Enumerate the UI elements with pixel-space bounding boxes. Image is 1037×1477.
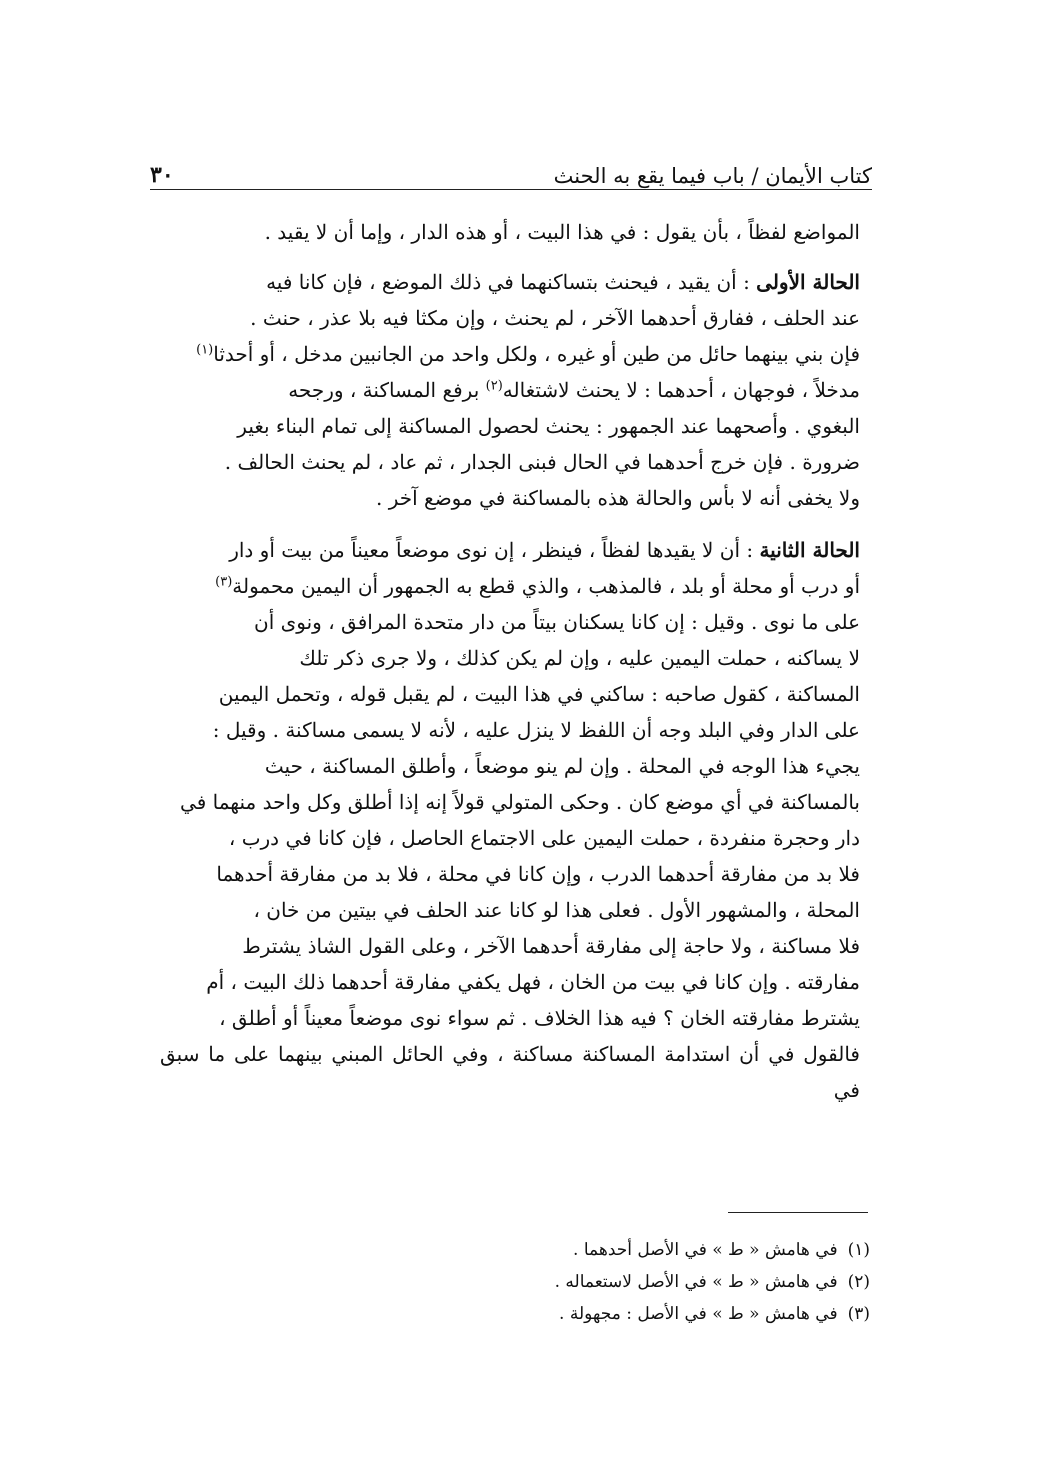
footnote-number: (١): [847, 1240, 870, 1260]
text-line: دار وحجرة منفردة ، حملت اليمين على الاجتماع الحاصل ، فإن كانا في درب ،: [228, 826, 860, 850]
text-line: مفارقته . وإن كانا في بيت من الخان ، فهل يكفي مفارقة أحدهما ذلك البيت ، أم: [206, 970, 860, 994]
footnote-ref-3[interactable]: (٣): [215, 574, 233, 590]
text-run: أو درب أو محلة أو بلد ، فالمذهب ، والذي قطع به الجمهور أن اليمين محمولة: [232, 574, 860, 598]
text-line: [160, 336, 860, 372]
footnote-2: [300, 1266, 870, 1298]
text-line: لا يساكنه ، حملت اليمين عليه ، وإن لم يكن كذلك ، ولا جرى ذكر تلك: [299, 646, 860, 670]
footnote-text: في هامش « ط » في الأصل : مجهولة .: [559, 1304, 838, 1324]
text-line: ولا يخفى أنه لا بأس والحالة هذه بالمساكنة في موضع آخر .: [376, 486, 860, 510]
footnotes: [300, 1234, 870, 1330]
text-line: المساكنة ، كقول صاحبه : ساكني في هذا البيت ، لم يقبل قوله ، وتحمل اليمين: [218, 682, 860, 706]
text-line: المواضع لفظاً ، بأن يقول : في هذا البيت ، أو هذه الدار ، وإما أن لا يقيد .: [264, 220, 860, 244]
page-header: [150, 148, 872, 188]
text-run: برفع المساكنة ، ورجحه: [288, 378, 486, 402]
header-rule: [150, 189, 872, 190]
text-line: على ما نوى . وقيل : إن كانا يسكنان بيتاً من دار متحدة المرافق ، ونوى أن: [254, 610, 860, 634]
footnote-ref-1[interactable]: (١): [196, 342, 214, 358]
footnote-separator: [728, 1212, 868, 1213]
text-line: يجيء هذا الوجه في المحلة . وإن لم ينو موضعاً ، وأطلق المساكنة ، حيث: [264, 754, 860, 778]
text-line: على الدار وفي البلد وجه أن اللفظ لا ينزل عليه ، لأنه لا يسمى مساكنة . وقيل :: [212, 718, 860, 742]
intro-line: [160, 214, 860, 250]
text-run: مدخلاً ، فوجهان ، أحدهما : لا يحنث لاشتغاله: [502, 378, 860, 402]
footnote-number: (٢): [847, 1272, 870, 1292]
footnote-ref-2[interactable]: (٢): [485, 378, 503, 394]
paragraph-second-case: [160, 532, 860, 1108]
text-line: [160, 372, 860, 408]
text-run: فإن بني بينهما حائل من طين أو غيره ، ولكل واحد من الجانبين مدخل ، أو أحدثا: [213, 342, 860, 366]
footnote-text: في هامش « ط » في الأصل أحدهما .: [573, 1240, 838, 1260]
main-text: [160, 214, 860, 1108]
text-line: بالمساكنة في أي موضع كان . وحكى المتولي قولاً إنه إذا أطلق وكل واحد منهما في: [180, 790, 860, 814]
footnote-text: في هامش « ط » في الأصل لاستعماله .: [554, 1272, 838, 1292]
text-line: [160, 568, 860, 604]
text-line: يشترط مفارقته الخان ؟ فيه هذا الخلاف . ثم سواء نوى موضعاً معيناً أو أطلق ،: [219, 1006, 860, 1030]
text-line: [160, 264, 860, 300]
case-heading: الحالة الأولى: [756, 270, 860, 294]
text-run: : أن لا يقيدها لفظاً ، فينظر ، إن نوى موضعاً معيناً من بيت أو دار: [229, 538, 760, 562]
text-run: : أن يقيد ، فيحنث بتساكنهما في ذلك الموضع ، فإن كانا فيه: [266, 270, 757, 294]
paragraph-first-case: [160, 264, 860, 516]
text-line: فلا بد من مفارقة أحدهما الدرب ، وإن كانا في محلة ، فلا بد من مفارقة أحدهما: [216, 862, 860, 886]
text-line: ضرورة . فإن خرج أحدهما في الحال فبنى الجدار ، ثم عاد ، لم يحنث الحالف .: [224, 450, 860, 474]
text-line: فلا مساكنة ، ولا حاجة إلى مفارقة أحدهما الآخر ، وعلى القول الشاذ يشترط: [242, 934, 860, 958]
text-line: البغوي . وأصحهما عند الجمهور : يحنث لحصول المساكنة إلى تمام البناء بغير: [237, 414, 860, 438]
footnote-number: (٣): [847, 1304, 870, 1324]
running-title: كتاب الأيمان / باب فيما يقع به الحنث: [553, 164, 872, 188]
text-line: فالقول في أن استدامة المساكنة مساكنة ، وفي الحائل المبني بينهما على ما سبق في: [160, 1042, 860, 1102]
text-line: المحلة ، والمشهور الأول . فعلى هذا لو كانا عند الحلف في بيتين من خان ،: [253, 898, 860, 922]
page-number: ٣٠: [150, 162, 174, 188]
footnote-1: [300, 1234, 870, 1266]
footnote-3: [300, 1298, 870, 1330]
text-line: [160, 532, 860, 568]
case-heading: الحالة الثانية: [759, 538, 860, 562]
text-line: عند الحلف ، ففارق أحدهما الآخر ، لم يحنث ، وإن مكثا فيه بلا عذر ، حنث .: [250, 306, 860, 330]
